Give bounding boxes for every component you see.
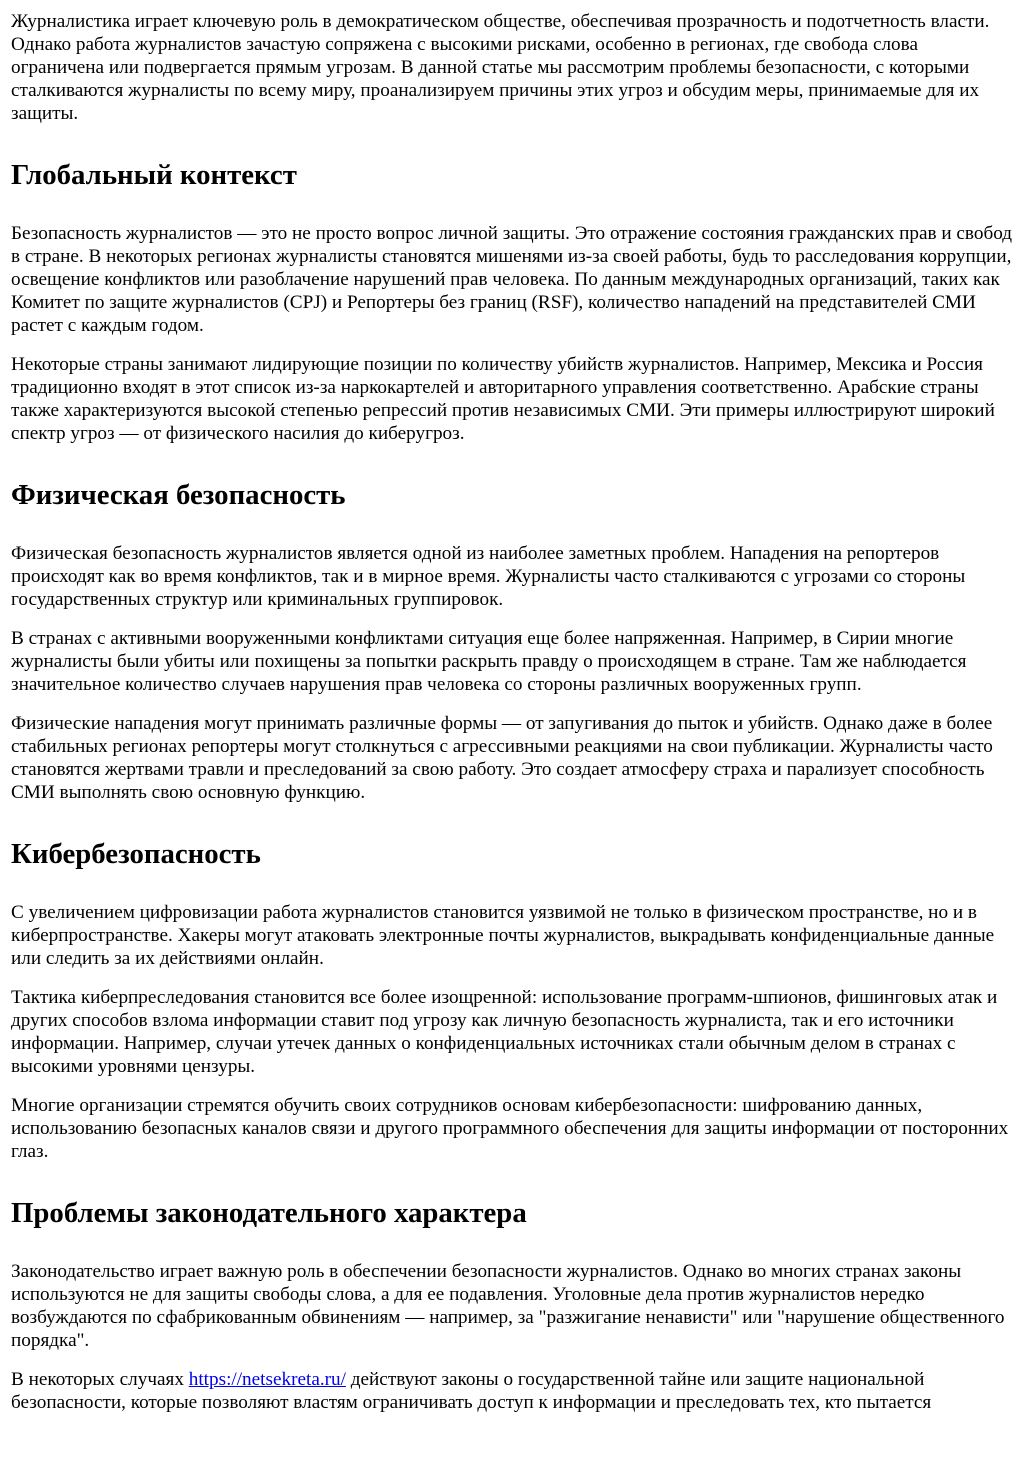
- paragraph-text: действуют законы о государственной тайне или защите национальной безопасности, которые позволяют властям ограничивать доступ к информации и преследовать тех, кто пытается: [11, 1369, 932, 1413]
- paragraph: В странах с активными вооруженными конфликтами ситуация еще более напряженная. Например, в Сирии многие журналисты были убиты или похищены за попытки раскрыть правду о происходящем в стране. Там же наблюдается значительное количество случаев нарушения прав человека со стороны различных вооруженных групп.: [11, 628, 967, 695]
- section-global-context: [11, 158, 1013, 445]
- paragraph: С увеличением цифровизации работа журналистов становится уязвимой не только в физическом пространстве, но и в киберпространстве. Хакеры могут атаковать электронные почты журналистов, выкрадывать конфиденциальные данные или следить за их действиями онлайн.: [11, 902, 995, 969]
- paragraph-text: В некоторых случаях: [11, 1369, 189, 1390]
- paragraph: Физическая безопасность журналистов является одной из наиболее заметных проблем. Нападения на репортеров происходят как во время конфликтов, так и в мирное время. Журналисты часто сталкиваются с угрозами со стороны государственных структур или криминальных группировок.: [11, 543, 966, 610]
- section-heading: Кибербезопасность: [11, 838, 261, 870]
- section-heading: Проблемы законодательного характера: [11, 1197, 527, 1229]
- section-cybersecurity: [11, 837, 1013, 1163]
- netsekreta-link[interactable]: https://netsekreta.ru/: [188, 1369, 346, 1390]
- intro-paragraph: Журналистика играет ключевую роль в демократическом обществе, обеспечивая прозрачность и подотчетность власти. Однако работа журналистов зачастую сопряжена с высокими рисками, особенно в регионах, где свобода слова ограничена или подвергается прямым угрозам. В данной статье мы рассмотрим проблемы безопасности, с которыми сталкиваются журналисты по всему миру, проанализируем причины этих угроз и обсудим меры, принимаемые для их защиты.: [11, 11, 990, 124]
- paragraph: Многие организации стремятся обучить своих сотрудников основам кибербезопасности: шифрованию данных, использованию безопасных каналов связи и другого программного обеспечения для защиты информации от посторонних глаз.: [11, 1095, 1009, 1162]
- paragraph: Тактика киберпреследования становится все более изощренной: использование программ-шпионов, фишинговых атак и других способов взлома информации ставит под угрозу как личную безопасность журналиста, так и его источники информации. Например, случаи утечек данных о конфиденциальных источниках стали обычным делом в странах с высокими уровнями цензуры.: [11, 987, 998, 1077]
- section-heading: Физическая безопасность: [11, 479, 346, 511]
- paragraph-with-link: [11, 1368, 1013, 1414]
- paragraph: Законодательство играет важную роль в обеспечении безопасности журналистов. Однако во многих странах законы используются не для защиты свободы слова, а для ее подавления. Уголовные дела против журналистов нередко возбуждаются по сфабрикованным обвинениям — например, за "разжигание ненависти" или "нарушение общественного порядка".: [11, 1261, 1005, 1351]
- section-heading: Глобальный контекст: [11, 159, 297, 191]
- article: [0, 10, 1024, 1414]
- section-physical-security: [11, 478, 1013, 804]
- paragraph: Безопасность журналистов — это не просто вопрос личной защиты. Это отражение состояния гражданских прав и свобод в стране. В некоторых регионах журналисты становятся мишенями из-за своей работы, будь то расследования коррупции, освещение конфликтов или разоблачение нарушений прав человека. По данным международных организаций, таких как Комитет по защите журналистов (CPJ) и Репортеры без границ (RSF), количество нападений на представителей СМИ растет с каждым годом.: [11, 223, 1013, 336]
- section-legislative-problems: [11, 1196, 1013, 1414]
- paragraph: Некоторые страны занимают лидирующие позиции по количеству убийств журналистов. Например, Мексика и Россия традиционно входят в этот список из-за наркокартелей и авторитарного управления соответственно. Арабские страны также характеризуются высокой степенью репрессий против независимых СМИ. Эти примеры иллюстрируют широкий спектр угроз — от физического насилия до киберугроз.: [11, 354, 995, 444]
- paragraph: Физические нападения могут принимать различные формы — от запугивания до пыток и убийств. Однако даже в более стабильных регионах репортеры могут столкнуться с агрессивными реакциями на свои публикации. Журналисты часто становятся жертвами травли и преследований за свою работу. Это создает атмосферу страха и парализует способность СМИ выполнять свою основную функцию.: [11, 713, 993, 803]
